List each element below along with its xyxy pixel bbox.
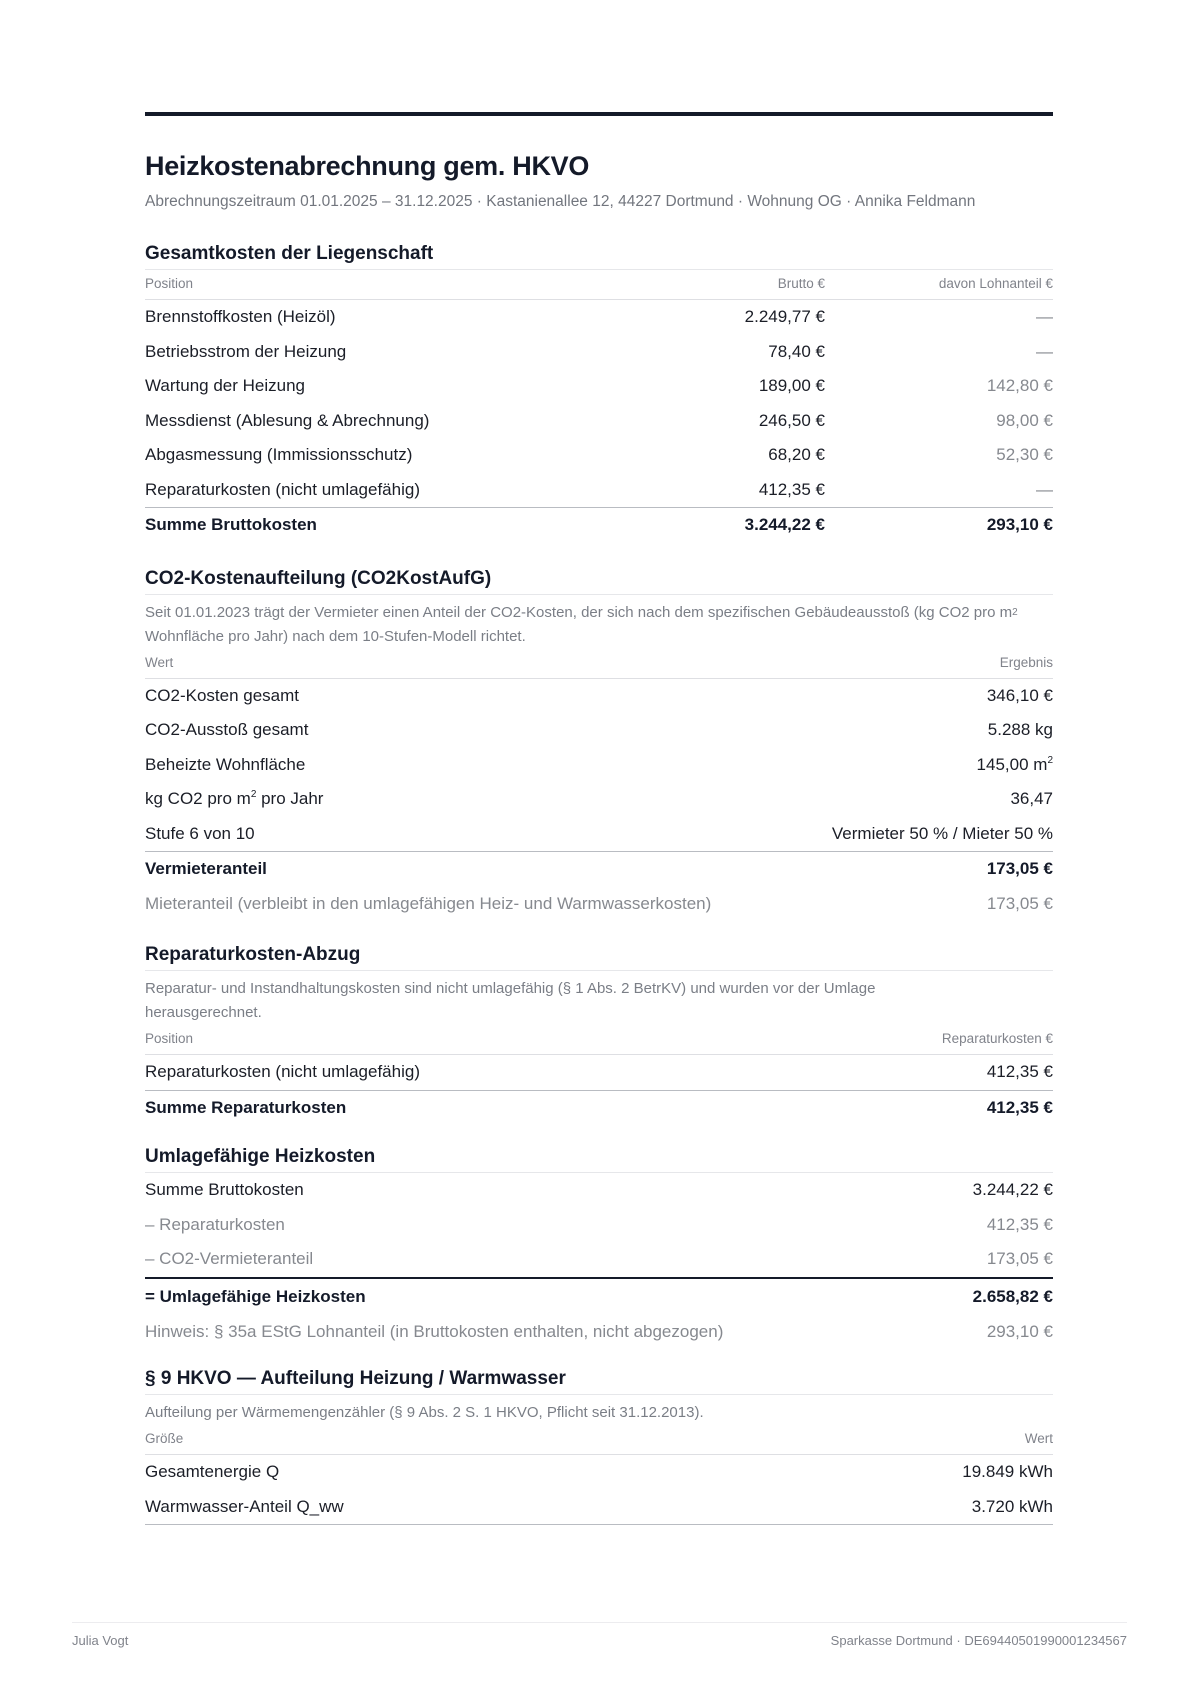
header-reparaturkosten: Reparaturkosten €	[792, 1025, 1053, 1055]
header-brutto: Brutto €	[585, 270, 825, 300]
table-row	[145, 782, 1053, 817]
reparatur-table	[145, 1025, 1053, 1125]
sum-row-reparaturkosten	[145, 1090, 1053, 1125]
row-label: CO2-Kosten gesamt	[145, 685, 300, 705]
row-value: 3.244,22 €	[972, 1180, 1053, 1200]
total-value: 2.658,82 €	[942, 1278, 1053, 1315]
row-label: Mieteranteil (verbleibt in den umlagefähigen Heiz- und Warmwasserkosten)	[145, 893, 712, 913]
table-row	[145, 1455, 1053, 1490]
row-label: Brennstoffkosten (Heizöl)	[145, 307, 336, 327]
hkvo9-table	[145, 1425, 1053, 1525]
co2-note-text: Seit 01.01.2023 trägt der Vermieter einen Anteil der CO2-Kosten, der sich nach dem spezifischen Gebäudeausstoß (kg CO2 pro m	[145, 603, 1013, 621]
row-label: Abgasmessung (Immissionsschutz)	[145, 445, 413, 465]
co2-table	[145, 649, 1053, 922]
sum-label: Vermieteranteil	[145, 852, 798, 887]
table-row	[145, 1242, 1053, 1278]
sum-label: Summe Bruttokosten	[145, 508, 585, 543]
page-footer	[72, 1622, 1127, 1648]
row-label: Stufe 6 von 10	[145, 823, 255, 843]
value-sup: 2	[1047, 754, 1053, 766]
table-row	[145, 300, 1053, 335]
table-row-hinweis	[145, 1315, 1053, 1350]
hint-label: Hinweis: § 35a EStG Lohnanteil (in Bruttokosten enthalten, nicht abgezogen)	[145, 1321, 724, 1341]
row-lohnanteil: —	[1036, 479, 1053, 499]
section-reparatur	[145, 943, 1053, 1125]
row-brutto: 68,20 €	[768, 445, 825, 465]
table-row	[145, 335, 1053, 370]
table-row	[145, 1490, 1053, 1525]
top-rule	[145, 112, 1053, 116]
header-wert: Wert	[145, 649, 798, 679]
table-header-row	[145, 1425, 1053, 1455]
footer-bank-info: Sparkasse Dortmund · DE69440501990001234567	[830, 1633, 1127, 1648]
document-title: Heizkostenabrechnung gem. HKVO	[145, 151, 590, 181]
row-label: Beheizte Wohnfläche	[145, 754, 306, 774]
row-label: Summe Bruttokosten	[145, 1180, 304, 1200]
row-value: 173,05 €	[986, 1249, 1053, 1269]
section-co2	[145, 567, 1053, 922]
header-lohnanteil: davon Lohnanteil €	[825, 270, 1053, 300]
co2-note-text-end: Wohnfläche pro Jahr) nach dem 10-Stufen-Modell richtet.	[145, 627, 526, 645]
sum-value: 412,35 €	[792, 1090, 1053, 1125]
header-ergebnis: Ergebnis	[798, 649, 1053, 679]
table-row	[145, 1055, 1053, 1091]
row-label: Reparaturkosten (nicht umlagefähig)	[145, 1062, 420, 1082]
table-row	[145, 1173, 1053, 1208]
header-position: Position	[145, 1025, 792, 1055]
gesamtkosten-table	[145, 270, 1053, 543]
section-title-umlage: Umlagefähige Heizkosten	[145, 1145, 1053, 1173]
section-umlage	[145, 1145, 1053, 1349]
row-value	[798, 748, 1053, 783]
row-lohnanteil: 142,80 €	[986, 376, 1053, 396]
section-hkvo9	[145, 1367, 1053, 1525]
table-row	[145, 369, 1053, 404]
row-lohnanteil: 98,00 €	[996, 410, 1053, 430]
table-row	[145, 473, 1053, 508]
row-value: 5.288 kg	[987, 720, 1053, 740]
co2-note	[145, 601, 1053, 649]
sum-brutto: 3.244,22 €	[585, 508, 825, 543]
row-value: 173,05 €	[986, 893, 1053, 913]
total-row-umlagefaehig	[145, 1278, 1053, 1315]
row-label: Betriebsstrom der Heizung	[145, 341, 347, 361]
sum-row-bruttokosten	[145, 508, 1053, 543]
sum-row-vermieteranteil	[145, 852, 1053, 887]
label-sup: 2	[250, 789, 257, 801]
row-label: – CO2-Vermieteranteil	[145, 1249, 314, 1269]
table-row	[145, 678, 1053, 713]
footer-name: Julia Vogt	[72, 1633, 129, 1648]
row-brutto: 412,35 €	[758, 479, 825, 499]
table-row	[145, 404, 1053, 439]
row-label: Wartung der Heizung	[145, 376, 306, 396]
row-label: CO2-Ausstoß gesamt	[145, 720, 309, 740]
section-title-hkvo9: § 9 HKVO — Aufteilung Heizung / Warmwasser	[145, 1367, 1053, 1395]
table-row	[145, 748, 1053, 783]
row-value: 3.720 kWh	[768, 1490, 1053, 1525]
sum-label: Summe Reparaturkosten	[145, 1090, 792, 1125]
row-value: 19.849 kWh	[962, 1462, 1053, 1482]
section-title-reparatur: Reparaturkosten-Abzug	[145, 943, 1053, 971]
table-header-row	[145, 1025, 1053, 1055]
header-wert: Wert	[768, 1425, 1053, 1455]
umlage-table	[145, 1173, 1053, 1349]
row-value: Vermieter 50 % / Mieter 50 %	[831, 823, 1053, 843]
table-row	[145, 817, 1053, 852]
document-subtitle: Abrechnungszeitraum 01.01.2025 – 31.12.2025 · Kastanienallee 12, 44227 Dortmund · Wohnung OG · Annika Feldmann	[145, 193, 976, 210]
row-label: Messdienst (Ablesung & Abrechnung)	[145, 410, 430, 430]
sum-lohnanteil: 293,10 €	[825, 508, 1053, 543]
table-row	[145, 1208, 1053, 1243]
table-row	[145, 438, 1053, 473]
row-value: 412,35 €	[986, 1062, 1053, 1082]
row-lohnanteil: —	[1036, 307, 1053, 327]
hint-value: 293,10 €	[986, 1321, 1053, 1341]
table-row-mieteranteil	[145, 887, 1053, 922]
table-row	[145, 713, 1053, 748]
row-brutto: 78,40 €	[768, 341, 825, 361]
row-brutto: 2.249,77 €	[744, 307, 825, 327]
label-text-end: pro Jahr	[256, 789, 324, 809]
table-header-row	[145, 649, 1053, 679]
reparatur-note: Reparatur- und Instandhaltungskosten sind nicht umlagefähig (§ 1 Abs. 2 BetrKV) und wurden vor der Umlage herausgerechnet.	[145, 980, 876, 1021]
section-title-co2: CO2-Kostenaufteilung (CO2KostAufG)	[145, 567, 1053, 595]
table-header-row	[145, 270, 1053, 300]
total-label: = Umlagefähige Heizkosten	[145, 1278, 942, 1315]
section-gesamtkosten	[145, 242, 1053, 543]
row-label: – Reparaturkosten	[145, 1214, 285, 1234]
row-label: Gesamtenergie Q	[145, 1462, 280, 1482]
value-text: 145,00 m	[976, 754, 1048, 774]
document-page	[145, 112, 1053, 1525]
label-text: kg CO2 pro m	[145, 789, 251, 809]
co2-note-sup: 2	[1012, 606, 1018, 618]
row-label	[145, 782, 798, 817]
row-brutto: 246,50 €	[758, 410, 825, 430]
header-groesse: Größe	[145, 1425, 768, 1455]
hkvo9-note: Aufteilung per Wärmemengenzähler (§ 9 Abs. 2 S. 1 HKVO, Pflicht seit 31.12.2013).	[145, 1404, 704, 1421]
row-label: Warmwasser-Anteil Q_ww	[145, 1490, 768, 1525]
sum-value: 173,05 €	[798, 852, 1053, 887]
row-value: 412,35 €	[986, 1214, 1053, 1234]
row-value: 36,47	[1010, 789, 1053, 809]
row-value: 346,10 €	[986, 685, 1053, 705]
section-title-gesamtkosten: Gesamtkosten der Liegenschaft	[145, 242, 1053, 270]
row-lohnanteil: —	[1036, 341, 1053, 361]
row-label: Reparaturkosten (nicht umlagefähig)	[145, 479, 420, 499]
header-position: Position	[145, 270, 585, 300]
row-lohnanteil: 52,30 €	[996, 445, 1053, 465]
row-brutto: 189,00 €	[758, 376, 825, 396]
